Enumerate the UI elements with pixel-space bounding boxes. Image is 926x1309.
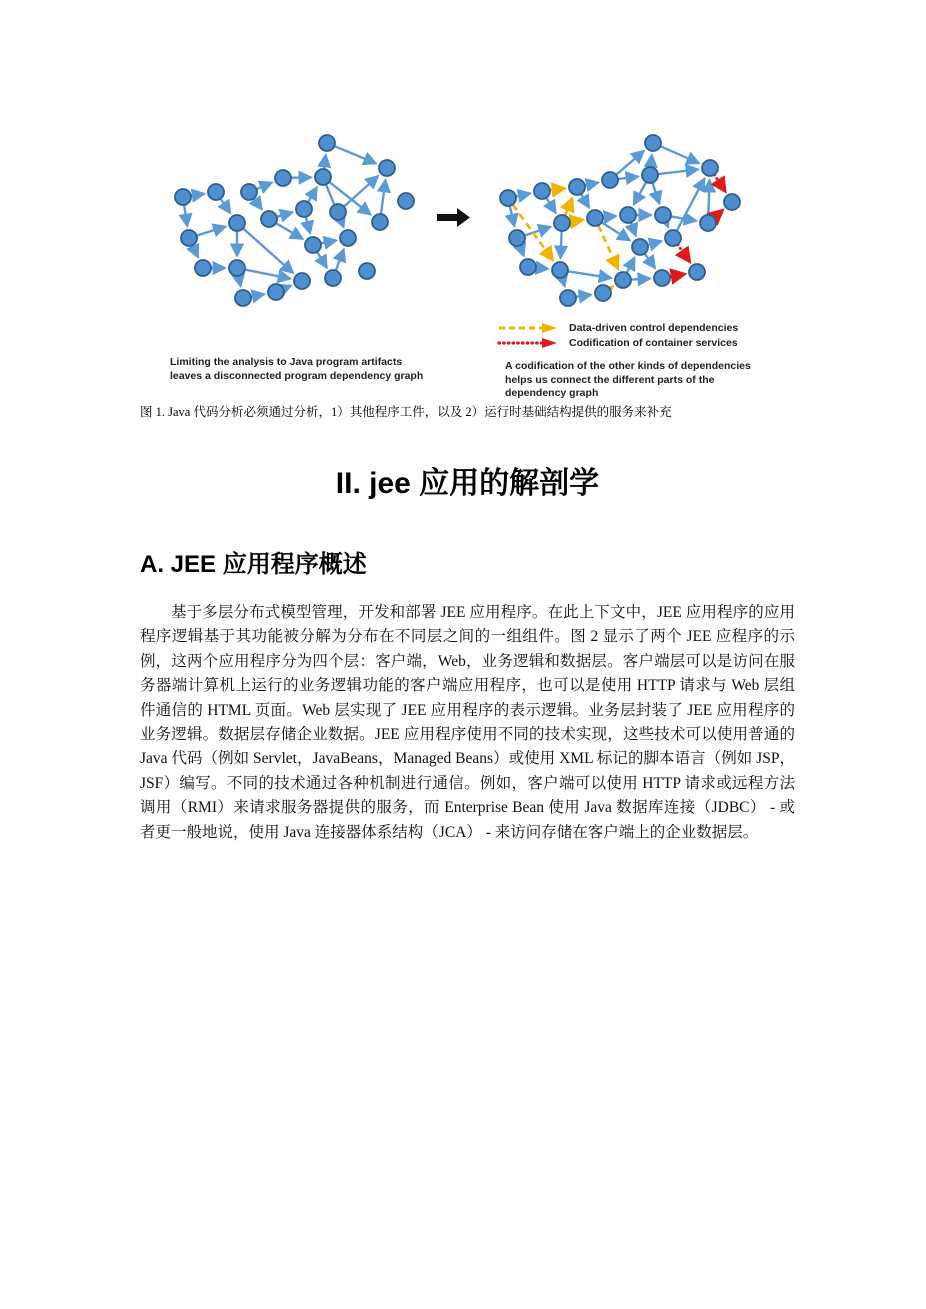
graph-node xyxy=(702,160,718,176)
graph-node xyxy=(655,207,671,223)
graph-node xyxy=(500,190,516,206)
graph-edge xyxy=(670,274,685,277)
left-graph-caption: Limiting the analysis to Java program artifacts leaves a disconnected program dependency graph xyxy=(170,356,424,382)
graph-node xyxy=(305,237,321,253)
body-paragraph: 基于多层分布式模型管理，开发和部署 JEE 应用程序。在此上下文中，JEE 应用程序的应用程序逻辑基于其功能被分解为分布在不同层之间的一组组件。图 2 显示了两个 JEE 应程序的示例，这两个应用程序分为四个层：客户端，Web，业务逻辑和数据层。客户端层可以是访问在服务器端计算机上运行的业务逻辑功能的客户端应用程序，也可以是使用 HTTP 请求与 Web 层组件通信的 HTML 页面。Web 层实现了 JEE 应用程序的表示逻辑。业务层封装了 JEE 应用程序的业务逻辑。数据层存储企业数据。JEE 应用程序使用不同的技术实现，这些技术可以使用普通的 Java 代码（例如 Servlet，JavaBeans，Managed Beans）或使用 XML 标记的脚本语言（例如 JSP，JSF）编写。不同的技术通过各种机制进行通信。例如，客户端可以使用 HTTP 请求或远程方法调用（RMI）来请求服务器提供的服务，而 Enterprise Bean 使用 Java 数据库连接（JDBC） - 或者更一般地说，使用 Java 连接器体系结构（JCA） - 来访问存储在客户端上的企业数据层。 xyxy=(140,604,795,841)
right-graph-caption: A codification of the other kinds of dependencies helps us connect the different parts of the dependency graph xyxy=(505,360,751,400)
graph-node xyxy=(654,270,670,286)
transform-arrow-icon xyxy=(437,208,470,227)
graph-node xyxy=(175,189,191,205)
subsection-heading: A. JEE 应用程序概述 xyxy=(140,551,367,578)
graph-edge xyxy=(546,198,555,213)
graph-edge xyxy=(520,245,524,255)
graph-node xyxy=(615,272,631,288)
graph-node xyxy=(595,285,611,301)
graph-edge xyxy=(256,183,272,189)
legend-item-container-services xyxy=(497,335,738,350)
disconnected-graph xyxy=(175,135,414,306)
graph-node xyxy=(261,211,277,227)
graph-edge xyxy=(192,245,198,257)
graph-edge xyxy=(562,278,565,287)
graph-node xyxy=(509,230,525,246)
graph-node xyxy=(534,183,550,199)
graph-edge xyxy=(708,180,709,215)
graph-node xyxy=(241,184,257,200)
graph-node xyxy=(398,193,414,209)
graph-node xyxy=(552,262,568,278)
graph-node xyxy=(645,135,661,151)
graph-edge xyxy=(510,206,515,226)
graph-edge xyxy=(283,286,291,289)
graph-edge xyxy=(306,217,310,234)
graph-edge xyxy=(616,151,644,175)
graph-node xyxy=(689,264,705,280)
graph-node xyxy=(330,204,346,220)
graph-edge xyxy=(277,212,293,217)
graph-edge xyxy=(276,223,303,239)
graph-edge xyxy=(652,183,659,204)
graph-node xyxy=(520,259,536,275)
graph-node xyxy=(294,273,310,289)
graph-node xyxy=(229,215,245,231)
graph-node xyxy=(340,230,356,246)
graph-node xyxy=(181,230,197,246)
graph-edge xyxy=(603,216,616,217)
graph-edge xyxy=(184,205,187,226)
graph-node xyxy=(229,260,245,276)
graph-node xyxy=(315,169,331,185)
graph-node xyxy=(642,167,658,183)
graph-node xyxy=(560,290,576,306)
graph-edge xyxy=(631,222,636,235)
legend-label: Data-driven control dependencies xyxy=(569,321,739,334)
graph-edge xyxy=(585,182,598,185)
graph-edge xyxy=(321,240,336,243)
graph-node xyxy=(587,210,603,226)
graph-node xyxy=(632,239,648,255)
graph-edge xyxy=(660,146,699,163)
graph-edge xyxy=(561,231,562,258)
graph-edge xyxy=(581,194,589,208)
graph-edge xyxy=(239,276,241,286)
graph-edge xyxy=(251,294,264,296)
graph-edge xyxy=(714,210,723,218)
graph-node xyxy=(325,270,341,286)
graph-edge xyxy=(254,198,262,209)
graph-node xyxy=(359,263,375,279)
graph-edge xyxy=(631,279,650,280)
graph-node xyxy=(275,170,291,186)
graph-edge xyxy=(651,155,652,167)
graph-edge xyxy=(334,146,376,163)
graph-node xyxy=(665,230,681,246)
legend-label: Codification of container services xyxy=(569,336,738,349)
graph-node xyxy=(569,179,585,195)
graph-edge xyxy=(618,176,638,179)
graph-edge xyxy=(291,177,311,178)
graph-edge xyxy=(197,227,226,236)
graph-edge xyxy=(245,270,290,279)
graph-edge xyxy=(602,222,630,240)
graph-edge xyxy=(565,198,572,216)
graph-node xyxy=(195,260,211,276)
dashed-yellow-arrow-icon xyxy=(497,322,559,334)
graph-node xyxy=(602,172,618,188)
figure-caption: 图 1. Java 代码分析必须通过分析，1）其他程序工件，以及 2）运行时基础结构提供的服务来补充 xyxy=(140,405,672,419)
graph-edge xyxy=(324,155,326,169)
legend-item-data-driven xyxy=(497,320,738,335)
graph-edge xyxy=(568,271,611,278)
graph-edge xyxy=(714,175,725,192)
graph-node xyxy=(319,135,335,151)
connected-graph xyxy=(500,135,740,306)
graph-edge xyxy=(678,245,690,263)
graph-node xyxy=(379,160,395,176)
graph-node xyxy=(554,215,570,231)
graph-edge xyxy=(191,194,204,196)
graph-node xyxy=(372,214,388,230)
graph-edge xyxy=(220,199,230,213)
dotted-red-arrow-icon xyxy=(497,337,559,349)
graph-edge xyxy=(576,295,591,297)
section-heading: II. jee 应用的解剖学 xyxy=(335,467,600,500)
graph-edge xyxy=(344,176,378,207)
graph-edge xyxy=(243,228,293,273)
graph-edge xyxy=(634,182,646,204)
graph-node xyxy=(724,194,740,210)
graph-node xyxy=(620,207,636,223)
graph-node xyxy=(700,215,716,231)
figure-legend xyxy=(497,320,738,350)
graph-node xyxy=(208,184,224,200)
graph-node xyxy=(235,290,251,306)
graph-edge xyxy=(648,241,662,245)
graph-edge xyxy=(570,220,583,222)
graph-node xyxy=(296,201,312,217)
graph-edge xyxy=(336,249,344,270)
graph-edge xyxy=(645,254,655,269)
graph-edge xyxy=(381,180,385,214)
graph-edge xyxy=(550,188,565,190)
graph-node xyxy=(268,284,284,300)
graph-edge xyxy=(627,258,635,273)
graph-edge xyxy=(341,219,344,226)
graph-edge xyxy=(658,169,698,174)
graph-edge xyxy=(308,187,317,202)
figure-dependency-graphs xyxy=(0,0,926,320)
graph-edge xyxy=(317,252,327,268)
graph-edge xyxy=(516,193,530,196)
graph-edge xyxy=(536,268,548,269)
